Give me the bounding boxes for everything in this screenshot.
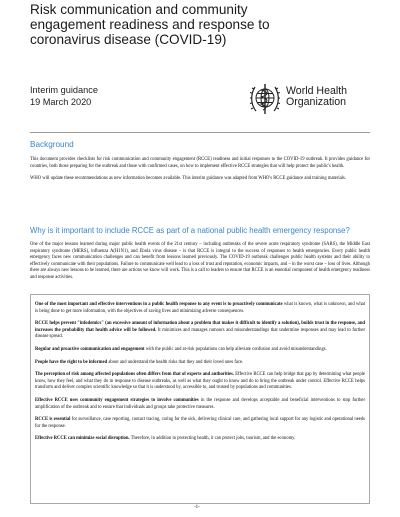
page-number: -1- xyxy=(194,505,200,510)
key-point-6-text: in the response and develops acceptable and beneficial interventions to stop further amplification of the outbreak and to ensure that individuals and groups take protective measures. xyxy=(35,397,365,410)
key-point-1-text: what is known, what is unknown, and what is being done to get more information, with the objectives of saving lives and minimizing adverse consequences. xyxy=(35,302,365,314)
key-point-6 xyxy=(35,398,365,411)
key-point-7-text: for surveillance, case reporting, contact tracing, caring for the sick, delivering clinical care, and gathering local support for any logistic and operational needs for the response. xyxy=(35,417,365,429)
why-heading: Why is it important to include RCCE as part of a national public health emergency response? xyxy=(30,226,350,235)
who-logo xyxy=(248,81,373,123)
who-name-line2: Organization xyxy=(286,96,347,109)
publication-date: 19 March 2020 xyxy=(30,97,92,107)
who-emblem-icon xyxy=(248,81,282,119)
why-section xyxy=(30,242,370,288)
key-point-1-bold: One of the most important and effective interventions in a public health response to any event is to proactively communicate xyxy=(35,302,283,307)
why-paragraph-1: One of the major lessons learned during major public health events of the 21st century – including outbreaks of the severe acute respiratory syndrome (SARS), the Middle East respiratory syndrome (MERS), influenza A(H1N1), and Ebola virus disease – is that RCCE is integral to the success of responses to health emergencies. Every public health emergency faces new communication challenges and can benefit from lessons learned previously. The COVID-19 outbreak challenges public health systems and their ability to effectively communicate with their populations. Failure to communicate well lead to a loss of trust and reputation, economic impacts, and – in the worst case – loss of lives. Although there are always new lessons to be learned, there are actions we know will work. This is a call to leaders to ensure that RCCE is an essential component of health emergency readiness and response activities. xyxy=(30,242,370,280)
key-point-5-text: Effective RCCE can help bridge that gap by determining what people know, how they feel, and what they do in response to disease outbreaks, as well as what they ought to know and do to bring the outbreak under control. Effective RCCE helps transform and deliver complex scientific knowledge so that it is understood by, accessible to, and trusted by populations and communities. xyxy=(35,372,365,391)
key-point-8 xyxy=(35,436,365,443)
key-point-2 xyxy=(35,321,365,341)
key-point-5 xyxy=(35,372,365,392)
key-point-3-bold: Regular and proactive communication and engagement xyxy=(35,346,145,352)
key-point-5-bold: The perception of risk among affected populations often differs from that of experts and authorities. xyxy=(35,372,234,378)
key-point-4-bold: People have the right to be informed xyxy=(35,359,108,365)
key-point-2-text: It minimizes and manages rumours and misunderstandings that undermine responses and may lead to further disease spread. xyxy=(35,327,365,340)
guidance-type: Interim guidance xyxy=(30,85,98,95)
background-paragraph-1: This document provides checklists for risk communication and community engagement (RCCE) readiness and initial responses to the COVID-19 outbreak. It provides guidance for countries, both those preparing for the outbreak and those with confirmed cases, on how to implement effective RCCE strategies that will help protect the public's health. xyxy=(30,157,370,169)
key-point-8-text: Therefore, in addition to protecting health, it can protect jobs, tourism, and the economy. xyxy=(129,436,296,442)
key-point-4 xyxy=(35,360,365,367)
key-point-3-text: with the public and at-risk populations can help alleviate confusion and avoid misunderstandings. xyxy=(144,346,327,352)
key-point-2-bold: RCCE helps prevent "infodemics" (an excessive amount of information about a problem that makes it difficult to identify a solution), builds trust in the response, and increases the probability that health advice will be followed. xyxy=(35,321,365,333)
key-point-1 xyxy=(35,302,365,315)
document-title: Risk communication and community engagement readiness and response to coronavirus disease (COVID-19) xyxy=(30,2,270,47)
background-section xyxy=(30,140,370,189)
document-header xyxy=(30,0,370,133)
key-point-8-bold: Effective RCCE can minimize social disruption. xyxy=(35,436,130,442)
key-point-7 xyxy=(35,417,365,430)
background-heading: Background xyxy=(30,140,74,149)
background-paragraph-2: WHO will update these recommendations as new information becomes available. This interim guidance was adapted from WHO's RCCE guidance and training materials. xyxy=(30,176,347,182)
key-point-4-text: about and understand the health risks that they and their loved ones face. xyxy=(107,359,244,365)
who-wordmark xyxy=(286,86,347,109)
key-point-3 xyxy=(35,347,365,354)
who-name-line1: World Health xyxy=(286,85,348,97)
key-point-7-bold: RCCE is essential xyxy=(35,417,71,423)
key-points-box xyxy=(30,294,370,504)
key-point-6-bold: Effective RCCE uses community engagement strategies to involve communities xyxy=(35,397,199,403)
